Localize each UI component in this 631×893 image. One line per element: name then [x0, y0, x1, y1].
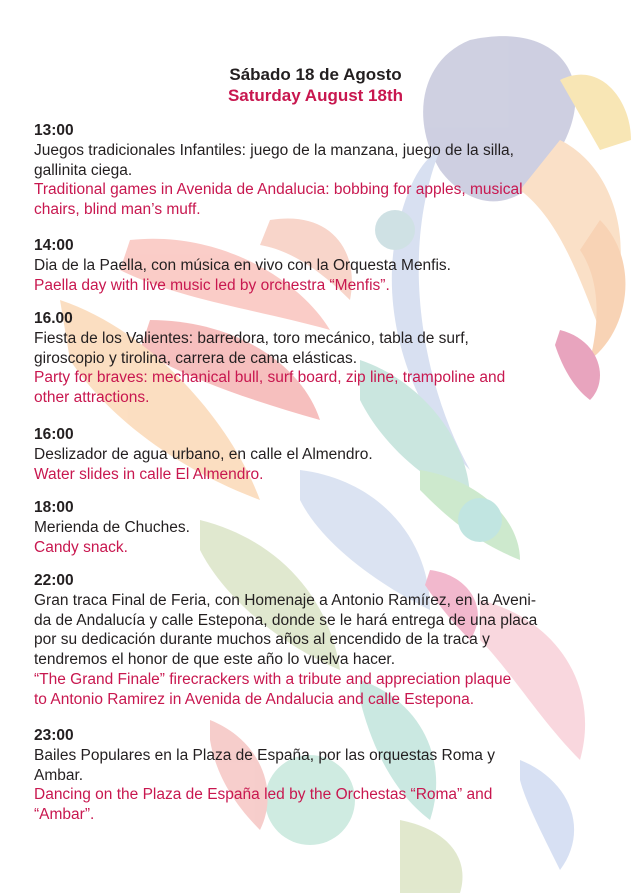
event-description-es: tendremos el honor de que este año lo vuelva hacer. [34, 651, 396, 669]
event-description-es: da de Andalucía y calle Estepona, donde se le hará entrega de una placa [34, 611, 538, 629]
event-description-en: “Ambar”. [34, 806, 95, 824]
event-description-es: Juegos tradicionales Infantiles: juego de la manzana, juego de la silla, [34, 141, 514, 159]
page-title-english: Saturday August 18th [227, 86, 404, 105]
event-description-en: Water slides in calle El Almendro. [34, 465, 264, 483]
event-description-es: giroscopio y tirolina, carrera de cama elásticas. [34, 349, 358, 367]
event-description-en: Party for braves: mechanical bull, surf board, zip line, trampoline and [34, 369, 506, 387]
event-2200 [34, 571, 604, 710]
event-time: 16:00 [34, 426, 74, 443]
event-time: 16.00 [34, 310, 73, 327]
event-description-es: Dia de la Paella, con música en vivo con la Orquesta Menfis. [34, 256, 451, 274]
event-description-es: Fiesta de los Valientes: barredora, toro mecánico, tabla de surf, [34, 329, 469, 347]
event-description-en: to Antonio Ramirez in Avenida de Andalucia and calle Estepona. [34, 690, 475, 708]
event-1600-water-slides [34, 425, 604, 484]
event-2300 [34, 726, 604, 825]
event-description-en: Traditional games in Avenida de Andalucia: bobbing for apples, musical [34, 181, 523, 199]
event-1600-party [34, 309, 604, 408]
event-time: 13:00 [34, 122, 74, 139]
event-description-es: Bailes Populares en la Plaza de España, por las orquestas Roma y [34, 746, 495, 764]
event-description-en: Paella day with live music led by orchestra “Menfis”. [34, 276, 390, 294]
event-time: 18:00 [34, 499, 74, 516]
event-description-es: Gran traca Final de Feria, con Homenaje a Antonio Ramírez, en la Aveni- [34, 591, 537, 609]
event-description-en: chairs, blind man’s muff. [34, 201, 201, 219]
event-1400 [34, 236, 604, 295]
event-description-en: other attractions. [34, 389, 150, 407]
event-description-en: Candy snack. [34, 538, 128, 556]
event-description-en: “The Grand Finale” firecrackers with a tribute and appreciation plaque [34, 670, 512, 688]
event-description-en: Dancing on the Plaza de España led by the Orchestas “Roma” and [34, 786, 493, 804]
event-description-es: Merienda de Chuches. [34, 518, 190, 536]
event-time: 22:00 [34, 572, 74, 589]
event-description-es: Deslizador de agua urbano, en calle el Almendro. [34, 445, 373, 463]
event-description-es: Ambar. [34, 766, 84, 784]
page-title-spanish: Sábado 18 de Agosto [229, 65, 402, 84]
event-description-es: gallinita ciega. [34, 161, 133, 179]
event-time: 23:00 [34, 727, 74, 744]
event-description-es: por su dedicación durante muchos años al encendido de la traca y [34, 631, 490, 649]
event-1800 [34, 498, 604, 557]
event-1300 [34, 121, 604, 220]
event-time: 14:00 [34, 237, 74, 254]
